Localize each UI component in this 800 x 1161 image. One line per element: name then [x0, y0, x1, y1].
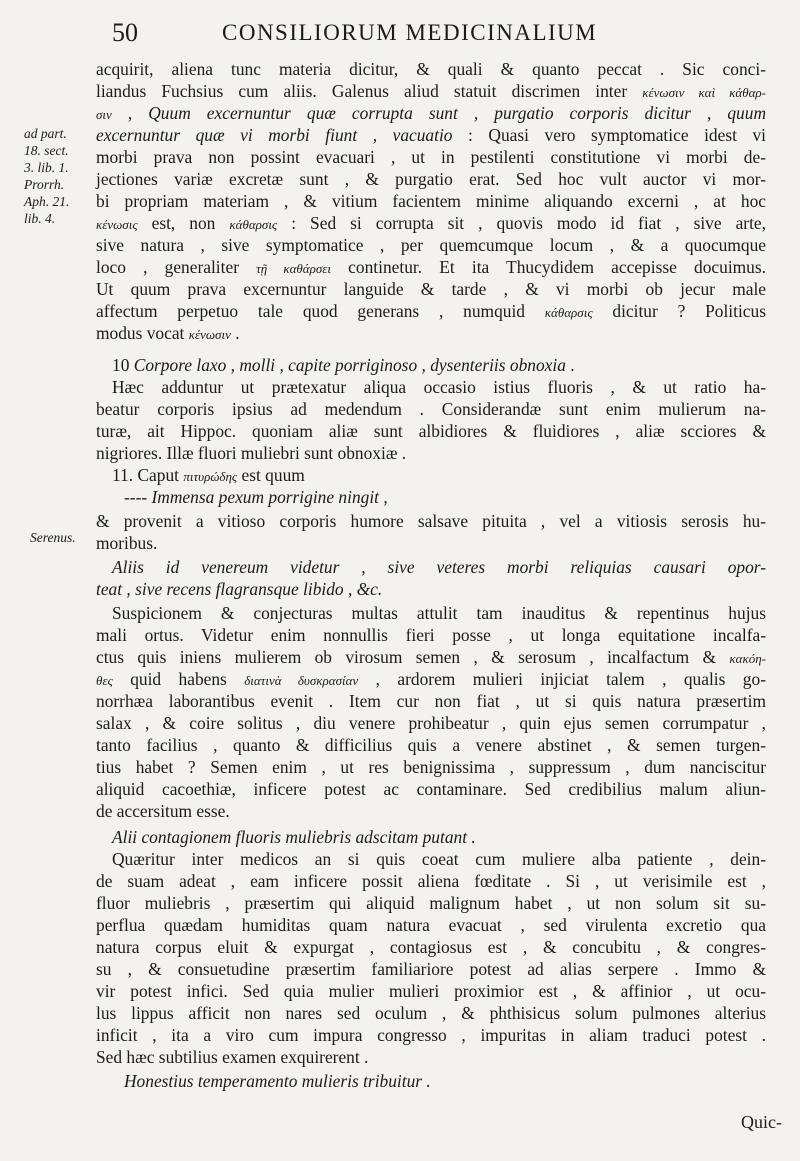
text-segment: Suspicionem & conjecturas multas attulit tam inauditus & repentinus hujus	[112, 603, 766, 623]
text-line	[112, 848, 766, 870]
catchword: Quic-	[741, 1112, 782, 1132]
text-segment: Hæc adduntur ut prætexatur aliqua occasio istius fluoris , & ut ratio ha-	[112, 377, 766, 397]
italic-text: Quum excernuntur quæ corrupta sunt , purgatio corporis dicitur , quum	[148, 103, 766, 123]
text-line	[96, 510, 766, 532]
text-segment: ----	[124, 487, 152, 507]
text-line	[96, 870, 766, 892]
text-segment: continetur. Et ita Thucydidem accepisse docuimus.	[331, 257, 766, 277]
text-segment: su , & consuetudine præsertim familiariore potest ad alias serpere . Immo &	[96, 959, 766, 979]
italic-text: Immensa pexum porrigine ningit ,	[151, 487, 388, 507]
italic-text: Alii contagionem fluoris muliebris adscitam putant .	[112, 827, 476, 847]
text-line	[96, 278, 766, 300]
text-segment: Quæritur inter medicos an si quis coeat cum muliere alba patiente , dein-	[112, 849, 766, 869]
text-segment: fluor muliebris , præsertim qui aliquid malignum habet , ut non solum sit su-	[96, 893, 766, 913]
text-segment: & provenit a vitioso corporis humore salsave pituita , vel a vitiosis serosis hu-	[96, 511, 766, 531]
italic-text: Honestius temperamento mulieris tribuitur .	[124, 1071, 431, 1091]
margin-note-line: Prorrh.	[24, 177, 65, 192]
text-segment: jectiones variæ excretæ sunt , & purgatio erat. Sed hoc vult auctor vi mor-	[96, 169, 766, 189]
text-segment: ctus quis iniens mulierem ob virosum semen , & serosum , incalfactum &	[96, 647, 730, 667]
margin-note-line: 3. lib. 1.	[24, 160, 69, 175]
text-line	[96, 300, 766, 324]
greek-term: κένωσιν	[188, 327, 231, 342]
text-segment: , ardorem mulieri injiciat talem , qualis go-	[358, 669, 766, 689]
greek-term: κάθαρσις	[229, 217, 278, 232]
text-segment: de accersitum esse.	[96, 801, 230, 821]
greek-term: σιν	[96, 107, 112, 122]
greek-term: πιτυρώδης	[183, 469, 238, 484]
text-segment: tius habet ? Semen enim , ut res benignissima , suppressum , dum nanciscitur	[96, 757, 766, 777]
text-segment: acquirit, aliena tunc materia dicitur, & quali & quanto peccat . Sic conci-	[96, 59, 766, 79]
text-segment: : Sed si corrupta sit , quovis modo id fiat , sive arte,	[277, 213, 767, 233]
text-segment: inficit , ita a viro cum impura congresso , impuritas in aliam traduci potest .	[96, 1025, 766, 1045]
text-segment: aliquid cacoethiæ, inficere potest ac contaminare. Sed credibilius malum aliun-	[96, 779, 766, 799]
text-segment: bi propriam materiam , & vitium facientem minime aliquando excerni , at hoc	[96, 191, 766, 211]
text-line	[96, 936, 766, 958]
margin-note-line: Aph. 21.	[24, 194, 70, 209]
text-segment: nigriores. Illæ fluori muliebri sunt obnoxiæ .	[96, 443, 407, 463]
text-line	[96, 58, 766, 80]
text-segment: natura corpus eluit & expurgat , contagiosus est , & concubitu , & congres-	[96, 937, 766, 957]
text-line	[124, 1070, 766, 1092]
text-segment: modus vocat	[96, 323, 189, 343]
text-line	[96, 102, 766, 126]
text-line	[96, 234, 766, 256]
text-line	[96, 756, 766, 778]
text-line	[96, 322, 766, 346]
margin-note-line: lib. 4.	[24, 211, 56, 226]
text-line	[96, 212, 766, 236]
text-line	[96, 420, 766, 442]
text-line	[96, 892, 766, 914]
text-line	[96, 442, 766, 464]
text-segment: Ut quum prava excernuntur languide & tarde , & vi morbi ob jecur male	[96, 279, 766, 299]
greek-term: τῇ καθάρσει	[256, 261, 331, 276]
italic-text: Aliis id venereum videtur , sive veteres morbi reliquias causari opor-	[112, 557, 766, 577]
text-line	[96, 190, 766, 212]
greek-term: κακόη-	[729, 651, 766, 666]
italic-text: teat , sive recens flagransque libido , &c.	[96, 579, 383, 599]
margin-note-line: 18. sect.	[24, 143, 69, 158]
text-segment: quid habens	[112, 669, 245, 689]
running-head: CONSILIORUM MEDICINALIUM	[222, 20, 598, 45]
text-segment: lus lippus afficit non nares sed oculum , & phthisicus solum pulmones alterius	[96, 1003, 766, 1023]
greek-term: διατινὰ δυσκρασίαν	[244, 673, 359, 688]
text-line	[112, 556, 766, 578]
text-line	[112, 602, 766, 624]
text-segment: : Quasi vero symptomatice idest vi	[452, 125, 766, 145]
text-segment: norrhæa laborantibus evenit . Item cur non fiat , ut si quis natura præsertim	[96, 691, 766, 711]
page-header	[110, 14, 790, 48]
text-segment: tanto facilius , quanto & difficilius quis a venere abstinet , & semen turgen-	[96, 735, 766, 755]
text-segment: 11. Caput	[112, 465, 184, 485]
text-segment: ,	[111, 103, 149, 123]
italic-text: excernuntur quæ vi morbi fiunt , vacuatio	[96, 125, 453, 145]
text-line	[96, 712, 766, 734]
text-segment: beatur corporis ipsius ad medendum . Considerandæ sunt enim mulierum na-	[96, 399, 766, 419]
text-segment: de suam adeat , eam inficere possit aliena fœditate . Si , ut verisimile est ,	[96, 871, 766, 891]
text-segment: morbi prava non possint evacuari , ut in pestilenti constitutione vi morbi de-	[96, 147, 766, 167]
text-line	[96, 1002, 766, 1024]
text-line	[96, 800, 766, 822]
italic-text: Corpore laxo , molli , capite porriginoso , dysenteriis obnoxia	[133, 355, 566, 375]
text-segment: turæ, ait Hippoc. quoniam aliæ sunt albidiores & fluidiores , aliæ scciores &	[96, 421, 766, 441]
text-line	[96, 646, 766, 670]
text-segment: mali ortus. Videtur enim nonnullis fieri posse , ut longa equitatione incalfa-	[96, 625, 766, 645]
greek-term: κένωσις	[96, 217, 138, 232]
text-line	[96, 532, 766, 554]
text-line	[96, 690, 766, 712]
text-segment: moribus.	[96, 533, 158, 553]
text-segment: est quum	[237, 465, 305, 485]
text-line	[96, 398, 766, 420]
text-segment: vir potest infici. Sed quia mulier mulieri proximior est , & affinior , ut ocu-	[96, 981, 766, 1001]
text-line	[124, 486, 766, 508]
text-line	[96, 914, 766, 936]
text-segment: Sed hæc subtilius examen exquirerent .	[96, 1047, 369, 1067]
text-segment: loco , generaliter	[96, 257, 257, 277]
text-segment: sive natura , sive symptomatice , per quemcumque locum , & a quocumque	[96, 235, 766, 255]
text-line	[96, 80, 766, 104]
text-line	[112, 354, 766, 376]
text-line	[96, 734, 766, 756]
margin-note-line: Serenus.	[30, 530, 76, 545]
text-line	[96, 958, 766, 980]
text-segment: .	[230, 323, 240, 343]
greek-term: κένωσιν καὶ κάθαρ-	[642, 85, 766, 100]
text-line	[96, 1024, 766, 1046]
text-segment: perflua quædam humiditas quam natura evacuat , sed virulenta excretio qua	[96, 915, 766, 935]
text-line	[112, 826, 766, 848]
margin-note-line: ad part.	[24, 126, 67, 141]
page-number: 50	[112, 18, 138, 47]
text-line	[96, 168, 766, 190]
text-line	[96, 668, 766, 692]
greek-term: θες	[96, 673, 113, 688]
text-line	[112, 464, 766, 488]
text-segment: salax , & coire solitus , diu venere prohibeatur , quin ejus semen corrumpatur ,	[96, 713, 766, 733]
text-line	[96, 124, 766, 146]
text-segment: liandus Fuchsius cum aliis. Galenus aliud statuit discrimen inter	[96, 81, 643, 101]
text-segment: 10	[112, 355, 134, 375]
text-line	[96, 256, 766, 280]
text-line	[96, 578, 766, 600]
text-line	[96, 778, 766, 800]
text-line	[112, 376, 766, 398]
text-segment: dicitur ? Politicus	[592, 301, 766, 321]
text-segment: affectum perpetuo tale quod generans , numquid	[96, 301, 545, 321]
greek-term: κάθαρσις	[544, 305, 593, 320]
text-segment: est, non	[137, 213, 230, 233]
text-line	[96, 980, 766, 1002]
text-line	[96, 624, 766, 646]
text-segment: .	[565, 355, 575, 375]
text-line	[96, 1046, 766, 1068]
text-line	[96, 146, 766, 168]
